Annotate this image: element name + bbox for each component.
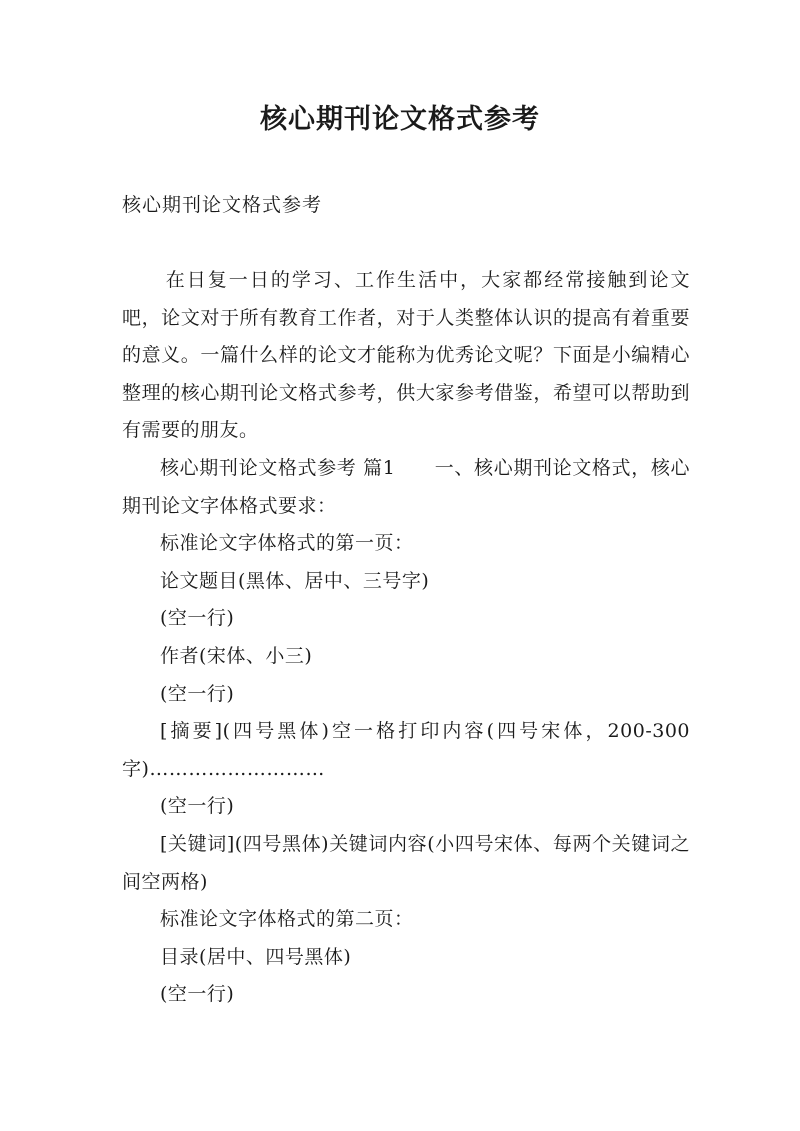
body-paragraph: 作者(宋体、小三) xyxy=(160,644,313,667)
document-subtitle: 核心期刊论文格式参考 xyxy=(122,194,323,216)
body-paragraph: (空一行) xyxy=(160,682,235,705)
body-paragraph: 论文题目(黑体、居中、三号字) xyxy=(160,569,430,592)
body-paragraph: (空一行) xyxy=(160,983,235,1006)
body-paragraph: 标准论文字体格式的第一页： xyxy=(160,532,414,555)
section-heading-paragraph: 核心期刊论文格式参考 篇1 一、核心期刊论文格式，核心期刊论文字体格式要求： xyxy=(122,456,690,517)
body-paragraph: [关键词](四号黑体)关键词内容(小四号宋体、每两个关键词之间空两格) xyxy=(122,832,690,893)
body-paragraph: [摘要](四号黑体)空一格打印内容(四号宋体，200-300字)……………………… xyxy=(122,720,690,780)
document-body xyxy=(122,262,690,1014)
body-paragraph: 目录(居中、四号黑体) xyxy=(160,945,352,968)
document-title: 核心期刊论文格式参考 xyxy=(260,104,540,135)
body-paragraph: 标准论文字体格式的第二页： xyxy=(160,908,414,931)
body-paragraph: (空一行) xyxy=(160,607,235,630)
intro-paragraph: 在日复一日的学习、工作生活中，大家都经常接触到论文吧，论文对于所有教育工作者，对于人类整体认识的提高有着重要的意义。一篇什么样的论文才能称为优秀论文呢？下面是小编精心整理的核心期刊论文格式参考，供大家参考借鉴，希望可以帮助到有需要的朋友。 xyxy=(122,269,690,442)
body-paragraph: (空一行) xyxy=(160,795,235,818)
